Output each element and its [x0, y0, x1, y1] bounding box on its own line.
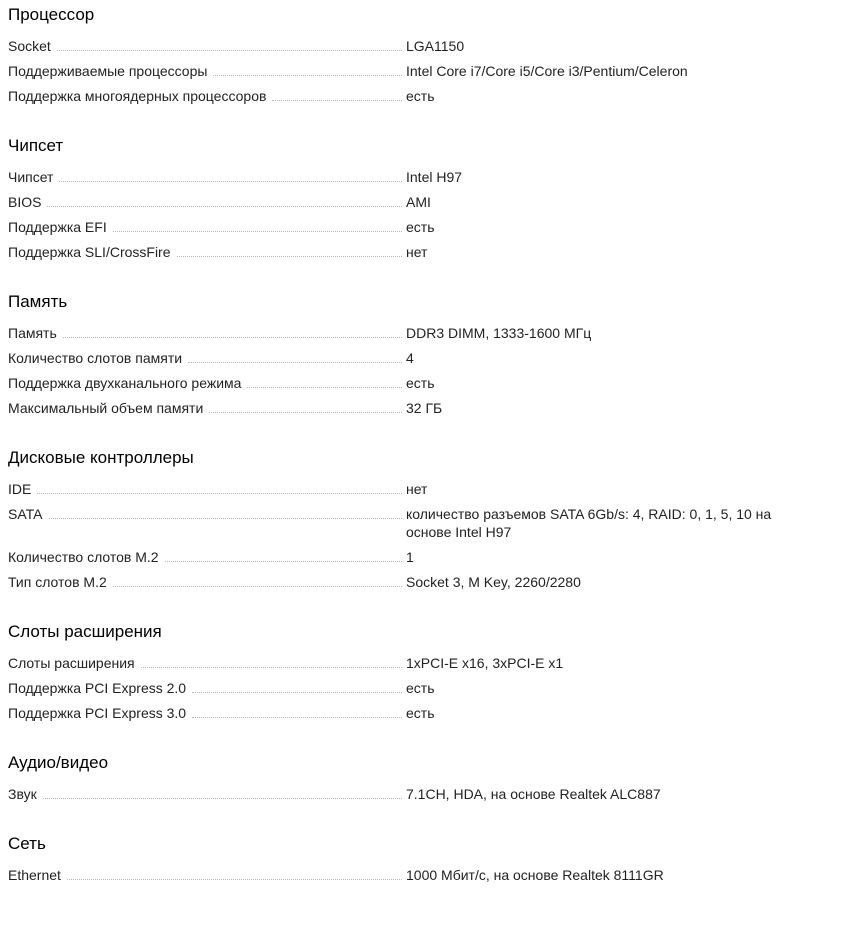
spec-row [8, 62, 848, 80]
spec-value: количество разъемов SATA 6Gb/s: 4, RAID: 0, 1, 5, 10 на основе Intel H97 [406, 506, 772, 540]
spec-name: Память [8, 324, 63, 342]
spec-name-cell [8, 548, 406, 566]
dotted-leader [213, 74, 402, 76]
spec-name-cell [8, 87, 406, 105]
spec-value: Socket 3, M Key, 2260/2280 [406, 574, 581, 590]
spec-name-cell [8, 37, 406, 55]
spec-name-cell [8, 573, 406, 591]
dotted-leader [49, 517, 403, 519]
spec-value: 4 [406, 350, 414, 366]
spec-row [8, 505, 848, 541]
spec-value: 1 [406, 549, 414, 565]
spec-name: Звук [8, 785, 43, 803]
spec-name-cell [8, 679, 406, 697]
spec-row [8, 654, 848, 672]
spec-name: Чипсет [8, 168, 59, 186]
spec-row [8, 87, 848, 105]
spec-value: есть [406, 705, 435, 721]
spec-name: Количество слотов памяти [8, 349, 188, 367]
spec-name-cell [8, 704, 406, 722]
spec-name-cell [8, 218, 406, 236]
spec-name-cell [8, 866, 406, 884]
section-title: Слоты расширения [8, 622, 162, 641]
spec-row [8, 548, 848, 566]
dotted-leader [192, 691, 402, 693]
spec-value: 32 ГБ [406, 400, 443, 416]
dotted-leader [247, 386, 402, 388]
spec-name: Слоты расширения [8, 654, 141, 672]
spec-value: есть [406, 88, 435, 104]
dotted-leader [67, 878, 402, 880]
dotted-leader [63, 336, 402, 338]
spec-value: 1000 Мбит/с, на основе Realtek 8111GR [406, 867, 664, 883]
dotted-leader [43, 797, 402, 799]
dotted-leader [192, 716, 402, 718]
dotted-leader [59, 180, 402, 182]
spec-row [8, 193, 848, 211]
spec-row [8, 324, 848, 342]
spec-value: 7.1CH, HDA, на основе Realtek ALC887 [406, 786, 661, 802]
spec-row [8, 573, 848, 591]
spec-value: DDR3 DIMM, 1333-1600 МГц [406, 325, 592, 341]
spec-name: BIOS [8, 193, 47, 211]
spec-section [8, 829, 848, 884]
section-title: Сеть [8, 834, 46, 853]
spec-name-cell [8, 505, 406, 523]
spec-name-cell [8, 168, 406, 186]
spec-section [8, 0, 848, 105]
spec-name-cell [8, 193, 406, 211]
spec-value: 1xPCI-E x16, 3xPCI-E x1 [406, 655, 564, 671]
spec-name: Поддерживаемые процессоры [8, 62, 213, 80]
section-title: Аудио/видео [8, 753, 109, 772]
spec-name-cell [8, 654, 406, 672]
dotted-leader [165, 560, 402, 562]
dotted-leader [209, 411, 402, 413]
spec-value: есть [406, 375, 435, 391]
spec-name: Поддержка PCI Express 3.0 [8, 704, 192, 722]
spec-name: IDE [8, 480, 37, 498]
spec-name: Socket [8, 37, 57, 55]
spec-value: есть [406, 219, 435, 235]
spec-value: LGA1150 [406, 38, 465, 54]
spec-row [8, 866, 848, 884]
spec-name: Ethernet [8, 866, 67, 884]
dotted-leader [47, 205, 402, 207]
spec-row [8, 349, 848, 367]
spec-name-cell [8, 243, 406, 261]
section-title: Процессор [8, 5, 95, 24]
dotted-leader [57, 49, 402, 51]
spec-name-cell [8, 374, 406, 392]
dotted-leader [188, 361, 402, 363]
section-title: Дисковые контроллеры [8, 448, 194, 467]
spec-section [8, 131, 848, 261]
spec-value: Intel H97 [406, 169, 463, 185]
spec-value: AMI [406, 194, 431, 210]
spec-name: Тип слотов M.2 [8, 573, 113, 591]
spec-value: нет [406, 244, 428, 260]
spec-row [8, 243, 848, 261]
spec-name: Поддержка двухканального режима [8, 374, 247, 392]
spec-row [8, 374, 848, 392]
spec-row [8, 399, 848, 417]
spec-row [8, 218, 848, 236]
spec-name-cell [8, 785, 406, 803]
spec-name: Поддержка многоядерных процессоров [8, 87, 272, 105]
spec-name: Поддержка EFI [8, 218, 113, 236]
spec-name-cell [8, 324, 406, 342]
dotted-leader [141, 666, 402, 668]
spec-name: Максимальный объем памяти [8, 399, 209, 417]
spec-name: SATA [8, 505, 49, 523]
spec-row [8, 679, 848, 697]
spec-name-cell [8, 399, 406, 417]
spec-name-cell [8, 480, 406, 498]
section-title: Память [8, 292, 68, 311]
dotted-leader [113, 230, 402, 232]
dotted-leader [37, 492, 402, 494]
spec-section [8, 287, 848, 417]
spec-section [8, 443, 848, 591]
spec-row [8, 704, 848, 722]
dotted-leader [272, 99, 402, 101]
spec-row [8, 785, 848, 803]
spec-row [8, 37, 848, 55]
spec-name: Количество слотов M.2 [8, 548, 165, 566]
spec-row [8, 480, 848, 498]
spec-value: есть [406, 680, 435, 696]
spec-name-cell [8, 62, 406, 80]
dotted-leader [177, 255, 403, 257]
section-title: Чипсет [8, 136, 64, 155]
spec-section [8, 617, 848, 722]
spec-section [8, 748, 848, 803]
spec-name: Поддержка SLI/CrossFire [8, 243, 177, 261]
spec-value: Intel Core i7/Core i5/Core i3/Pentium/Celeron [406, 63, 688, 79]
dotted-leader [113, 585, 402, 587]
spec-row [8, 168, 848, 186]
spec-value: нет [406, 481, 428, 497]
spec-name: Поддержка PCI Express 2.0 [8, 679, 192, 697]
spec-name-cell [8, 349, 406, 367]
